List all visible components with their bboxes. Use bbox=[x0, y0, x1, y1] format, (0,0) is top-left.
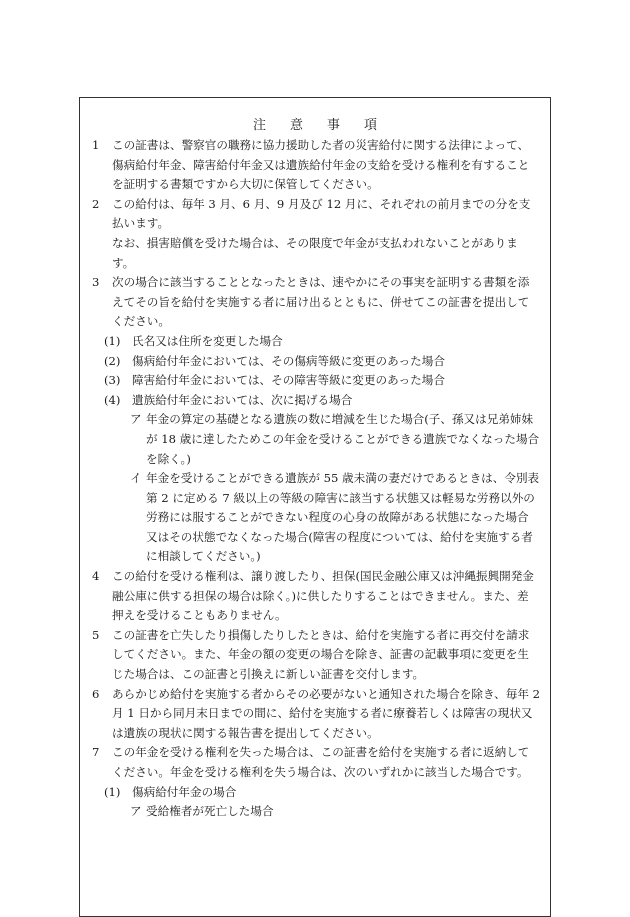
kana-text: 受給権者が死亡した場合 bbox=[146, 804, 274, 819]
sub-item bbox=[92, 391, 540, 411]
list-item bbox=[92, 273, 540, 332]
kana-marker: イ bbox=[130, 471, 142, 486]
item-text: この証書を亡失したり損傷したりしたときは、給付を実施する者に再交付を請求してください。また、年金の額の変更の場合を除き、証書の記載事項に変更を生じた場合は、この証書と引換えに新しい証書を交付します。 bbox=[112, 627, 530, 682]
kana-item bbox=[92, 410, 540, 469]
kana-marker: ア bbox=[130, 804, 142, 819]
title-char: 事 bbox=[327, 118, 341, 133]
item-text: この年金を受ける権利を失った場合は、この証書を給付を実施する者に返納してください。年金を受ける権利を失う場合は、次のいずれかに該当した場合です。 bbox=[112, 745, 530, 779]
sub-number: (3) bbox=[104, 373, 121, 388]
item-number: 2 bbox=[92, 196, 100, 211]
page-title bbox=[80, 114, 550, 133]
title-char: 意 bbox=[289, 118, 303, 133]
sub-number: (1) bbox=[104, 333, 121, 348]
sub-text: 氏名又は住所を変更した場合 bbox=[132, 333, 283, 348]
list-item bbox=[92, 195, 540, 234]
kana-marker: ア bbox=[130, 412, 142, 427]
item-number: 1 bbox=[92, 138, 100, 152]
sub-item bbox=[92, 352, 540, 372]
sub-text: 障害給付年金においては、その障害等級に変更のあった場合 bbox=[132, 373, 445, 388]
list-item-note bbox=[92, 234, 540, 273]
kana-text: 年金の算定の基礎となる遺族の数に増減を生じた場合(子、孫又は兄弟姉妹が 18 歳に達したためこの年金を受けることができる遺族でなくなった場合を除く。) bbox=[146, 412, 540, 466]
item-text: なお、損害賠償を受けた場合は、その限度で年金が支払われないことがあります。 bbox=[112, 235, 518, 270]
sub-item bbox=[92, 371, 540, 391]
notice-frame bbox=[79, 97, 551, 917]
title-char: 項 bbox=[364, 118, 378, 133]
list-item bbox=[92, 626, 540, 685]
item-text: この給付は、毎年 3 月、6 月、9 月及び 12 月に、それぞれの前月までの分を支払います。 bbox=[112, 196, 531, 231]
item-text: この証書は、警察官の職務に協力援助した者の災害給付に関する法律によって、傷病給付年金、障害給付年金又は遺族給付年金の支給を受ける権利を有することを証明する書類ですから大切に保管してください。 bbox=[112, 138, 530, 192]
item-number: 4 bbox=[92, 569, 100, 584]
kana-item bbox=[92, 802, 540, 822]
item-number: 3 bbox=[92, 275, 100, 290]
sub-item bbox=[92, 332, 540, 352]
item-text: この給付を受ける権利は、譲り渡したり、担保(国民金融公庫又は沖縄振興開発金融公庫に供する担保の場合は除く。)に供したりすることはできません。また、差押えを受けることもありません。 bbox=[112, 569, 534, 623]
item-text: 次の場合に該当することとなったときは、速やかにその事実を証明する書類を添えてその旨を給付を実施する者に届け出るとともに、併せてこの証書を提出してください。 bbox=[112, 275, 530, 329]
list-item bbox=[92, 685, 540, 744]
list-item bbox=[92, 743, 540, 782]
kana-text: 年金を受けることができる遺族が 55 歳未満の妻だけであるときは、令別表第 2 に定める 7 級以上の等級の障害に該当する状態又は軽易な労務以外の労務には服することができない程度の心身の故障がある状態になった場合又はその状態でなくなった場合(障害の程度については、給付を実施する者に相談してください。) bbox=[146, 471, 540, 564]
sub-number: (2) bbox=[104, 353, 121, 368]
sub-text: 傷病給付年金においては、その傷病等級に変更のあった場合 bbox=[132, 353, 445, 368]
sub-item bbox=[92, 783, 540, 803]
list-item bbox=[92, 567, 540, 626]
title-char: 注 bbox=[252, 118, 266, 133]
sub-text: 遺族給付年金においては、次に掲げる場合 bbox=[132, 392, 353, 407]
item-text: あらかじめ給付を実施する者からその必要がないと通知された場合を除き、毎年 2 月 1 日から同月末日までの間に、給付を実施する者に療養若しくは障害の現状又は遺族の現状に関する報告書を提出してください。 bbox=[112, 686, 540, 740]
sub-text: 傷病給付年金の場合 bbox=[132, 784, 237, 799]
list-item bbox=[92, 136, 540, 195]
notice-body bbox=[92, 136, 540, 822]
item-number: 6 bbox=[92, 686, 100, 701]
item-number: 5 bbox=[92, 627, 100, 642]
kana-item bbox=[92, 469, 540, 567]
sub-number: (4) bbox=[104, 392, 121, 407]
item-number: 7 bbox=[92, 745, 100, 760]
sub-number: (1) bbox=[104, 784, 121, 799]
